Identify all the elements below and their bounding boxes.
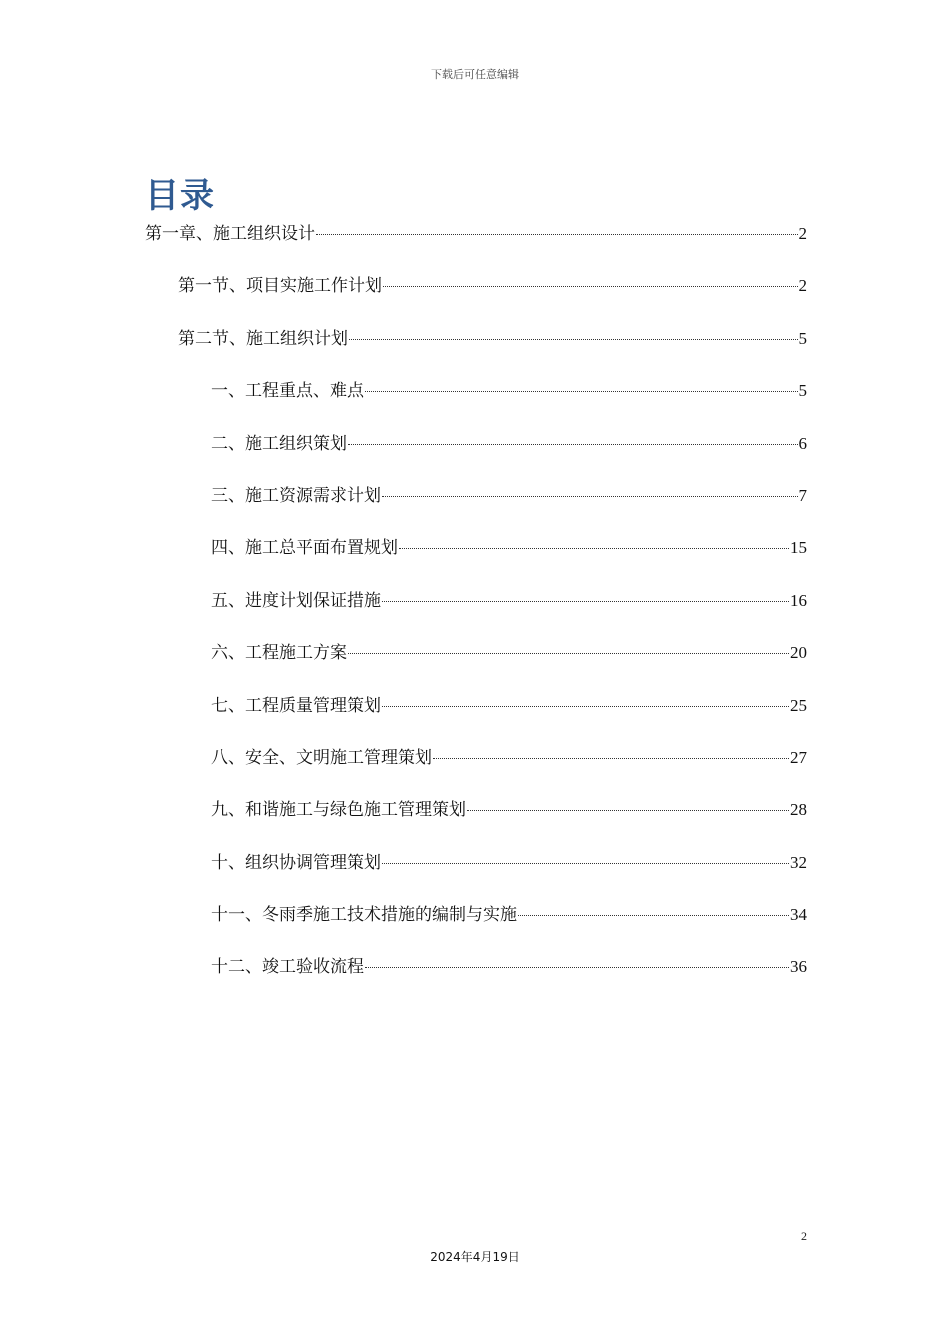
toc-entry-page: 27: [790, 747, 807, 767]
toc-entry-page: 20: [790, 643, 807, 663]
toc-entry-label: 七、工程质量管理策划: [211, 695, 381, 716]
toc-dot-leader: [348, 653, 789, 654]
toc-entry-page: 2: [798, 224, 807, 243]
toc-entry[interactable]: [145, 903, 807, 955]
toc-entry-page: 25: [790, 695, 807, 715]
toc-dot-leader: [382, 863, 789, 864]
toc-entry-page: 32: [790, 852, 807, 872]
toc-entry-page: 6: [798, 433, 807, 453]
toc-entry-label: 四、施工总平面布置规划: [211, 538, 398, 559]
toc-entry-page: 15: [790, 538, 807, 558]
page-number: 2: [801, 1229, 807, 1243]
toc-entry-label: 五、进度计划保证措施: [211, 590, 381, 611]
toc-title: 目录: [145, 176, 215, 216]
toc-entry[interactable]: [145, 694, 807, 746]
toc-entry-label: 八、安全、文明施工管理策划: [211, 747, 432, 768]
toc-entry-page: 5: [798, 328, 807, 348]
toc-entry-page: 5: [798, 381, 807, 401]
toc-entry[interactable]: [145, 798, 807, 850]
toc-entry-label: 一、工程重点、难点: [211, 381, 364, 402]
toc-entry-label: 二、施工组织策划: [211, 433, 347, 454]
toc-entry-page: 36: [790, 957, 807, 977]
toc-entry-label: 第二节、施工组织计划: [178, 328, 348, 349]
toc-entry[interactable]: [145, 955, 807, 1007]
toc-entry-page: 16: [790, 590, 807, 610]
toc-entry-label: 第一章、施工组织设计: [145, 224, 315, 244]
toc-entry[interactable]: [145, 484, 807, 536]
toc-entry[interactable]: [145, 589, 807, 641]
toc-entry-label: 九、和谐施工与绿色施工管理策划: [211, 800, 466, 821]
toc-entry-label: 三、施工资源需求计划: [211, 485, 381, 506]
toc-entry-page: 34: [790, 905, 807, 925]
toc-entry[interactable]: [145, 641, 807, 693]
toc-dot-leader: [348, 444, 798, 445]
toc-dot-leader: [349, 339, 798, 340]
toc-dot-leader: [467, 810, 789, 811]
header-note: 下载后可任意编辑: [431, 68, 519, 81]
toc-dot-leader: [316, 234, 798, 235]
toc-dot-leader: [399, 548, 789, 549]
toc-entry[interactable]: [145, 222, 807, 274]
toc-entry-page: 28: [790, 800, 807, 820]
toc-entry-label: 十、组织协调管理策划: [211, 852, 381, 873]
toc-entry-label: 六、工程施工方案: [211, 643, 347, 664]
toc-dot-leader: [382, 496, 798, 497]
toc-entry-page: 2: [798, 276, 807, 296]
toc-entry-label: 第一节、项目实施工作计划: [178, 276, 382, 297]
toc-dot-leader: [382, 706, 789, 707]
toc-dot-leader: [383, 286, 798, 287]
toc-entry-label: 十二、竣工验收流程: [211, 957, 364, 978]
toc-dot-leader: [518, 915, 789, 916]
toc-dot-leader: [433, 758, 789, 759]
table-of-contents: [145, 222, 807, 1008]
toc-entry[interactable]: [145, 851, 807, 903]
toc-entry[interactable]: [145, 274, 807, 326]
toc-entry[interactable]: [145, 327, 807, 379]
toc-entry[interactable]: [145, 432, 807, 484]
toc-dot-leader: [365, 967, 789, 968]
toc-entry[interactable]: [145, 746, 807, 798]
footer-date: 2024年4月19日: [430, 1250, 520, 1264]
toc-dot-leader: [382, 601, 789, 602]
toc-dot-leader: [365, 391, 798, 392]
toc-entry-page: 7: [798, 485, 807, 505]
toc-entry-label: 十一、冬雨季施工技术措施的编制与实施: [211, 905, 517, 926]
toc-entry[interactable]: [145, 379, 807, 431]
toc-entry[interactable]: [145, 536, 807, 588]
